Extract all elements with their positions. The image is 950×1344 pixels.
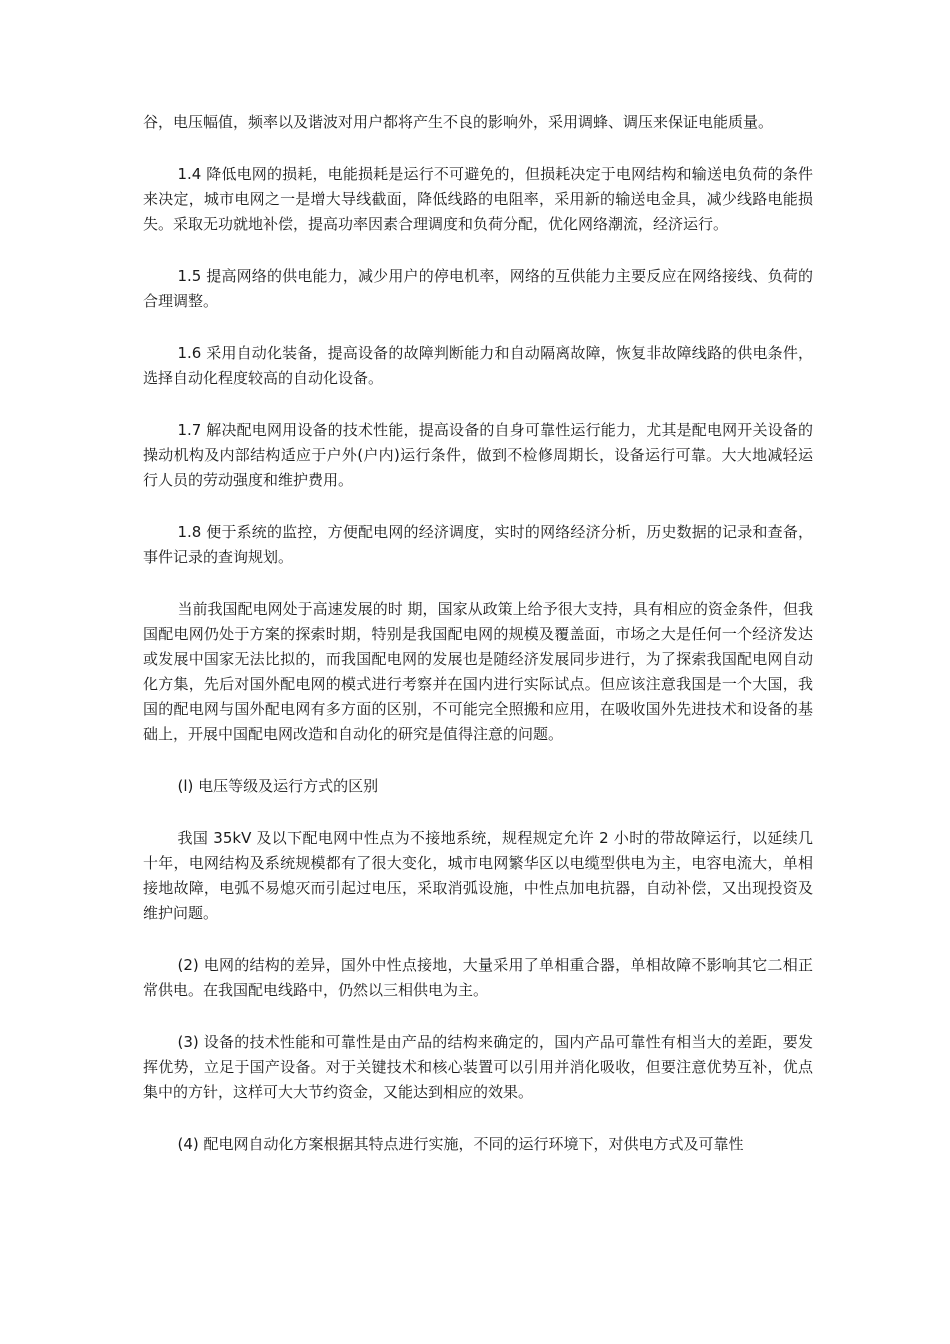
paragraph-current-situation: 当前我国配电网处于高速发展的时 期，国家从政策上给予很大支持，具有相应的资金条件，但我国配电网仍处于方案的探索时期，特别是我国配电网的规模及覆盖面，市场之大是任何一个经济发达或发展中国家无法比拟的，而我国配电网的发展也是随经济发展同步进行，为了探索我国配电网自动化方集，先后对国外配电网的模式进行考察并在国内进行实际试点。但应该注意我国是一个大国，我国的配电网与国外配电网有多方面的区别，不可能完全照搬和应用，在吸收国外先进技术和设备的基础上，开展中国配电网改造和自动化的研究是值得注意的问题。 bbox=[143, 600, 813, 743]
paragraph-continuation: 谷，电压幅值，频率以及谐波对用户都将产生不良的影响外，采用调蜂、调压来保证电能质量。 bbox=[143, 113, 774, 131]
paragraph-item-3: (3) 设备的技术性能和可靠性是由产品的结构来确定的，国内产品可靠性有相当大的差距，要发挥优势，立足于国产设备。对于关键技术和核心装置可以引用并消化吸收，但要注意优势互补，优点集中的方针，这样可大大节约资金，又能达到相应的效果。 bbox=[143, 1033, 813, 1101]
paragraph-1-7: 1.7 解决配电网用设备的技术性能，提高设备的自身可靠性运行能力，尤其是配电网开关设备的操动机构及内部结构适应于户外(户内)运行条件，做到不检修周期长，设备运行可靠。大大地减轻运行人员的劳动强度和维护费用。 bbox=[143, 421, 813, 489]
paragraph-1-6: 1.6 采用自动化装备，提高设备的故障判断能力和自动隔离故障，恢复非故障线路的供电条件，选择自动化程度较高的自动化设备。 bbox=[143, 344, 813, 387]
paragraph-1-5: 1.5 提高网络的供电能力，减少用户的停电机率，网络的互供能力主要反应在网络接线、负荷的合理调整。 bbox=[143, 267, 813, 310]
paragraph-item-4: (4) 配电网自动化方案根据其特点进行实施，不同的运行环境下，对供电方式及可靠性 bbox=[177, 1135, 744, 1153]
paragraph-1-4: 1.4 降低电网的损耗，电能损耗是运行不可避免的，但损耗决定于电网结构和输送电负荷的条件来决定，城市电网之一是增大导线截面，降低线路的电阻率，采用新的输送电金具，减少线路电能损失。采取无功就地补偿，提高功率因素合理调度和负荷分配，优化网络潮流，经济运行。 bbox=[143, 165, 813, 233]
document-body bbox=[143, 110, 813, 1157]
paragraph-1-8: 1.8 便于系统的监控，方便配电网的经济调度，实时的网络经济分析，历史数据的记录和查备，事件记录的查询规划。 bbox=[143, 523, 813, 566]
paragraph-voltage-levels: 我国 35kV 及以下配电网中性点为不接地系统，规程规定允许 2 小时的带故障运行，以延续几十年，电网结构及系统规模都有了很大变化，城市电网繁华区以电缆型供电为主，电容电流大，单相接地故障，电弧不易熄灭而引起过电压，采取消弧设施，中性点加电抗器，自动补偿，又出现投资及维护问题。 bbox=[143, 829, 813, 922]
paragraph-item-2: (2) 电网的结构的差异，国外中性点接地，大量采用了单相重合器，单相故障不影响其它二相正常供电。在我国配电线路中，仍然以三相供电为主。 bbox=[143, 956, 813, 999]
section-heading-voltage-levels: (l) 电压等级及运行方式的区别 bbox=[177, 777, 379, 795]
